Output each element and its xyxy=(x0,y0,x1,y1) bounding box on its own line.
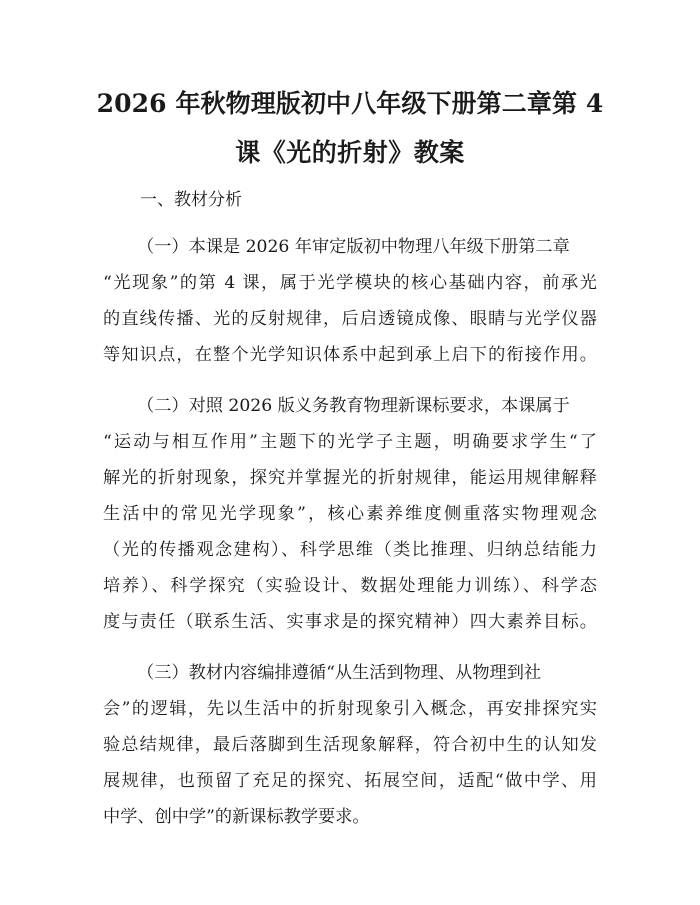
paragraph-1-line-3: 的直线传播、光的反射规律，后启透镜成像、眼睛与光学仪器 xyxy=(103,309,597,329)
paragraph-1-line-2: “光现象”的第 4 课，属于光学模块的核心基础内容，前承光 xyxy=(103,273,597,293)
paragraph-2-line-7: 度与责任（联系生活、实事求是的探究精神）四大素养目标。 xyxy=(103,612,597,632)
paragraph-3-line-2: 会”的逻辑，先以生活中的折射现象引入概念，再安排探究实 xyxy=(103,699,597,719)
paragraph-2-line-3: 解光的折射现象，探究并掌握光的折射规律，能运用规律解释 xyxy=(103,468,597,488)
paragraph-3-line-5: 中学、创中学”的新课标教学要求。 xyxy=(103,807,370,827)
paragraph-3-line-3: 验总结规律，最后落脚到生活现象解释，符合初中生的认知发 xyxy=(103,735,597,755)
paragraph-2-line-6: 培养）、科学探究（实验设计、数据处理能力训练）、科学态 xyxy=(103,576,597,596)
paragraph-1-line-1: （一）本课是 2026 年审定版初中物理八年级下册第二章 xyxy=(137,237,570,257)
paragraph-2-line-2: “运动与相互作用”主题下的光学子主题，明确要求学生“了 xyxy=(103,432,597,452)
paragraph-2-line-5: （光的传播观念建构）、科学思维（类比推理、归纳总结能力 xyxy=(103,540,597,560)
document-title-line-1: 2026 年秋物理版初中八年级下册第二章第 4 xyxy=(96,89,604,118)
section-heading: 一、教材分析 xyxy=(140,190,242,210)
paragraph-2-line-1: （二）对照 2026 版义务教育物理新课标要求，本课属于 xyxy=(137,396,570,416)
paragraph-2-line-4: 生活中的常见光学现象”，核心素养维度侧重落实物理观念 xyxy=(103,504,597,524)
paragraph-3-line-1: （三）教材内容编排遵循“从生活到物理、从物理到社 xyxy=(137,663,542,683)
paragraph-1-line-4: 等知识点，在整个光学知识体系中起到承上启下的衔接作用。 xyxy=(103,345,597,365)
paragraph-3-line-4: 展规律，也预留了充足的探究、拓展空间，适配“做中学、用 xyxy=(103,771,597,791)
document-title-line-2: 课《光的折射》教案 xyxy=(235,138,465,167)
